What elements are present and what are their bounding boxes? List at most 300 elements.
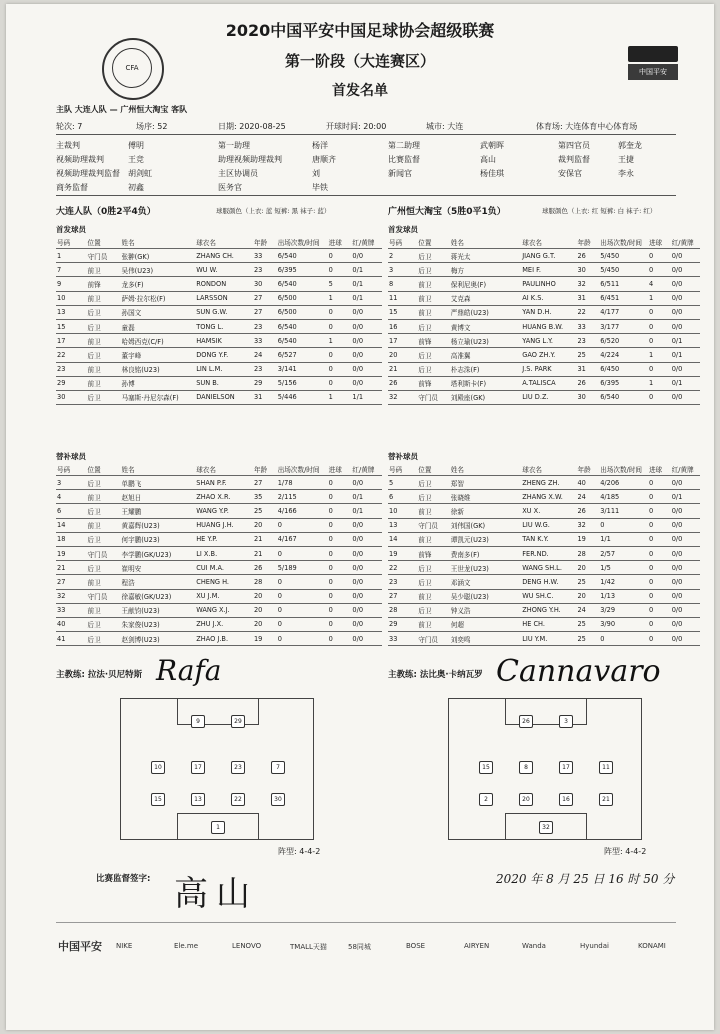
table-cell: 3/111 (599, 504, 648, 518)
table-cell: CHENG H. (195, 575, 253, 589)
sponsor-logo: TMALL天猫 (290, 943, 327, 951)
table-cell: 保利尼奥(F) (450, 277, 522, 291)
table-cell: 萨姆·拉尔松(F) (121, 291, 196, 305)
column-header: 姓名 (121, 236, 196, 249)
table-cell: 王耀鹏 (121, 504, 196, 518)
player-shirt-icon: 23 (231, 761, 245, 774)
home-formation: 阵型: 4-4-2 (278, 847, 321, 856)
table-cell: 26 (576, 504, 599, 518)
table-cell: 前卫 (87, 362, 121, 376)
table-cell: 0 (328, 589, 352, 603)
table-cell: HUANG B.W. (521, 319, 576, 333)
sponsor-logo: LENOVO (232, 942, 262, 950)
player-shirt-icon: 8 (519, 761, 533, 774)
table-cell: DONG Y.F. (195, 348, 253, 362)
table-cell: TONG L. (195, 319, 253, 333)
table-cell: 0 (648, 334, 671, 348)
table-cell: ZHAO X.R. (195, 490, 253, 504)
table-cell: 0/0 (671, 632, 700, 646)
column-header: 出场次数/时间 (277, 236, 328, 249)
table-cell: 0/1 (351, 277, 382, 291)
official-role: 新闻官 (388, 169, 412, 178)
table-cell: 24 (576, 490, 599, 504)
table-cell: 19 (56, 546, 87, 560)
home-subs-label: 替补球员 (56, 452, 86, 461)
table-cell: 前卫 (87, 490, 121, 504)
column-header: 球衣名 (195, 463, 253, 476)
table-cell: 后卫 (87, 617, 121, 631)
table-cell: 24 (253, 348, 277, 362)
kickoff: 开球时间: 20:00 (326, 122, 387, 131)
table-cell: 4/224 (599, 348, 648, 362)
match-date: 日期: 2020-08-25 (218, 122, 286, 131)
table-cell: 前卫 (87, 376, 121, 390)
table-cell: 32 (388, 390, 417, 404)
table-cell: 0 (328, 532, 352, 546)
table-cell: 吴伟(U23) (121, 263, 196, 277)
table-cell: 徐嘉敏(GK/U23) (121, 589, 196, 603)
table-cell: 6/520 (599, 334, 648, 348)
table-cell: 崔明安 (121, 561, 196, 575)
table-cell: 吴少聪(U23) (450, 589, 522, 603)
table-row (388, 490, 700, 504)
table-cell: 0 (328, 319, 352, 333)
column-header: 号码 (56, 236, 87, 249)
table-cell: 9 (56, 277, 87, 291)
table-cell: DANIELSON (195, 390, 253, 404)
sponsor-logo: 中国平安 (58, 940, 102, 953)
table-cell: 0/0 (671, 504, 700, 518)
sponsor-logo: AIRYEN (464, 942, 490, 950)
table-cell: 黄博文 (450, 319, 522, 333)
table-cell: 24 (576, 603, 599, 617)
table-cell: 6/511 (599, 277, 648, 291)
table-cell: 0 (648, 589, 671, 603)
table-cell: 20 (576, 561, 599, 575)
table-cell: 0/0 (351, 376, 382, 390)
table-cell: 20 (253, 589, 277, 603)
column-header: 姓名 (450, 236, 522, 249)
table-cell: 谭凯元(U23) (450, 532, 522, 546)
table-cell: LI X.B. (195, 546, 253, 560)
table-cell: 1/1 (599, 532, 648, 546)
table-row (56, 504, 382, 518)
table-cell: TAN K.Y. (521, 532, 576, 546)
table-cell: 26 (388, 376, 417, 390)
table-cell: 前卫 (87, 263, 121, 277)
table-row (56, 348, 382, 362)
table-cell: 后卫 (87, 476, 121, 490)
player-shirt-icon: 17 (559, 761, 573, 774)
table-cell: 0/0 (351, 603, 382, 617)
table-cell: 33 (576, 319, 599, 333)
table-cell: 11 (388, 291, 417, 305)
official-name: 傅明 (128, 141, 144, 150)
table-cell: LIN L.M. (195, 362, 253, 376)
official-role: 商务监督 (56, 183, 88, 192)
official-name: 唐顺齐 (312, 155, 336, 164)
sponsor-logo: Hyundai (580, 942, 609, 950)
table-row (388, 263, 700, 277)
table-cell: 1 (328, 291, 352, 305)
table-row (388, 617, 700, 631)
table-row (56, 603, 382, 617)
table-cell: 2/57 (599, 546, 648, 560)
table-cell: 0/0 (351, 362, 382, 376)
table-cell: 30 (576, 390, 599, 404)
table-row (56, 589, 382, 603)
table-cell: 5/189 (277, 561, 328, 575)
table-cell: LARSSON (195, 291, 253, 305)
column-header: 球衣名 (521, 236, 576, 249)
home-coach-label: 主教练: (56, 670, 85, 680)
table-cell: 0/0 (671, 589, 700, 603)
sponsor-logo: BOSE (406, 942, 426, 950)
table-cell: 0 (648, 575, 671, 589)
table-cell: 前卫 (417, 504, 449, 518)
table-cell: 23 (253, 319, 277, 333)
official-role: 第一助理 (218, 141, 250, 150)
table-cell: 0 (648, 390, 671, 404)
table-cell: 22 (576, 305, 599, 319)
table-cell: 0 (599, 632, 648, 646)
table-cell: 守门员 (417, 632, 449, 646)
table-cell: 0 (648, 603, 671, 617)
table-cell: 守门员 (87, 546, 121, 560)
table-cell: 0/0 (351, 476, 382, 490)
player-shirt-icon: 17 (191, 761, 205, 774)
column-header: 进球 (328, 463, 352, 476)
table-cell: 0/0 (671, 617, 700, 631)
table-cell: 1 (648, 291, 671, 305)
table-cell: 1/78 (277, 476, 328, 490)
header-row (56, 236, 382, 249)
column-header: 进球 (328, 236, 352, 249)
table-cell: 0 (277, 589, 328, 603)
table-cell: 0/0 (671, 518, 700, 532)
official-name: 毕铁 (312, 183, 328, 192)
column-header: 位置 (87, 463, 121, 476)
table-cell: 后卫 (87, 390, 121, 404)
table-cell: 守门员 (417, 390, 449, 404)
table-cell: 0 (648, 263, 671, 277)
official-name: 王竞 (128, 155, 144, 164)
table-cell: 前卫 (87, 575, 121, 589)
official-role: 视频助理裁判监督 (56, 169, 120, 178)
table-cell: 0/0 (671, 291, 700, 305)
official-role: 比赛监督 (388, 155, 420, 164)
table-cell: 23 (388, 575, 417, 589)
column-header: 出场次数/时间 (277, 463, 328, 476)
table-cell: 后卫 (417, 263, 449, 277)
table-cell: 0 (648, 249, 671, 263)
table-cell: 钟义浩 (450, 603, 522, 617)
table-cell: 何超 (450, 617, 522, 631)
official-name: 郭奎龙 (618, 141, 642, 150)
table-cell: 28 (388, 603, 417, 617)
away-formation: 阵型: 4-4-2 (604, 847, 647, 856)
table-row (56, 305, 382, 319)
table-cell: 0/0 (671, 249, 700, 263)
table-cell: 郑智 (450, 476, 522, 490)
table-row (388, 476, 700, 490)
table-cell: 严鼎皓(U23) (450, 305, 522, 319)
table-cell: 0 (277, 603, 328, 617)
table-cell: 20 (576, 589, 599, 603)
table-cell: 29 (56, 376, 87, 390)
table-cell: 高准翼 (450, 348, 522, 362)
official-name: 杨洋 (312, 141, 328, 150)
table-cell: 朴志洙(F) (450, 362, 522, 376)
table-cell: 0/0 (671, 575, 700, 589)
table-cell: 蒋光太 (450, 249, 522, 263)
table-row (56, 632, 382, 646)
column-header: 红/黄牌 (351, 463, 382, 476)
table-cell: 1 (328, 334, 352, 348)
table-cell: 27 (56, 575, 87, 589)
table-cell: 0 (648, 546, 671, 560)
header-row (388, 463, 700, 476)
table-cell: 0/0 (671, 603, 700, 617)
table-cell: 后卫 (87, 319, 121, 333)
table-cell: 0/1 (351, 263, 382, 277)
table-cell: 塔利斯卡(F) (450, 376, 522, 390)
table-cell: J.S. PARK (521, 362, 576, 376)
table-cell: 1/42 (599, 575, 648, 589)
table-cell: 前锋 (87, 277, 121, 291)
column-header: 位置 (417, 463, 449, 476)
table-cell: 13 (388, 518, 417, 532)
table-row (388, 632, 700, 646)
table-cell: 0 (648, 632, 671, 646)
table-cell: 0 (328, 603, 352, 617)
table-row (56, 518, 382, 532)
table-cell: 3/141 (277, 362, 328, 376)
column-header: 年龄 (253, 236, 277, 249)
table-cell: 6/451 (599, 291, 648, 305)
table-cell: 邓涵文 (450, 575, 522, 589)
table-cell: 35 (253, 490, 277, 504)
table-cell: LIU W.G. (521, 518, 576, 532)
table-cell: 0/0 (351, 532, 382, 546)
table-cell: 8 (388, 277, 417, 291)
player-shirt-icon: 20 (519, 793, 533, 806)
table-cell: 0 (328, 504, 352, 518)
away-subs-table (388, 463, 700, 646)
table-cell: 程浩 (121, 575, 196, 589)
table-cell: 25 (576, 348, 599, 362)
header-row (56, 463, 382, 476)
table-cell: 后卫 (417, 362, 449, 376)
table-cell: 后卫 (87, 532, 121, 546)
table-cell: 0 (648, 305, 671, 319)
table-cell: 1/5 (599, 561, 648, 575)
table-row (56, 617, 382, 631)
table-cell: 6/450 (599, 362, 648, 376)
table-cell: 王世龙(U23) (450, 561, 522, 575)
table-row (388, 334, 700, 348)
table-cell: 33 (253, 249, 277, 263)
table-cell: 守门员 (417, 518, 449, 532)
table-row (388, 291, 700, 305)
table-cell: 杨立瑜(U23) (450, 334, 522, 348)
official-name: 杨佳琪 (480, 169, 504, 178)
table-cell: HE CH. (521, 617, 576, 631)
table-cell: 3/90 (599, 617, 648, 631)
table-cell: 5 (388, 476, 417, 490)
table-cell: 20 (253, 518, 277, 532)
column-header: 红/黄牌 (671, 236, 700, 249)
table-cell: 3 (56, 476, 87, 490)
table-cell: LIU Y.M. (521, 632, 576, 646)
table-cell: 19 (576, 532, 599, 546)
table-cell: 费南多(F) (450, 546, 522, 560)
table-cell: 0 (328, 561, 352, 575)
table-cell: 前卫 (417, 277, 449, 291)
table-cell: HUANG J.H. (195, 518, 253, 532)
table-cell: 后卫 (417, 561, 449, 575)
table-cell: SUN B. (195, 376, 253, 390)
table-cell: 2/115 (277, 490, 328, 504)
table-cell: ZHAO J.B. (195, 632, 253, 646)
away-subs-label: 替补球员 (388, 452, 418, 461)
home-kit: 球服颜色（上衣: 蓝 短裤: 黑 袜子: 蓝） (216, 207, 331, 215)
official-name: 高山 (480, 155, 496, 164)
column-header: 姓名 (450, 463, 522, 476)
sponsor-logo: Wanda (522, 942, 546, 950)
table-cell: 0 (648, 518, 671, 532)
table-cell: 40 (576, 476, 599, 490)
table-cell: YANG L.Y. (521, 334, 576, 348)
table-cell: 哈姆西克(C/F) (121, 334, 196, 348)
table-cell: 23 (56, 362, 87, 376)
table-cell: 0/0 (671, 476, 700, 490)
table-cell: 0/0 (351, 561, 382, 575)
away-kit: 球服颜色（上衣: 红 短裤: 白 袜子: 红） (542, 207, 657, 215)
table-row (388, 504, 700, 518)
table-cell: 后卫 (87, 561, 121, 575)
table-cell: 后卫 (417, 476, 449, 490)
table-cell: 前卫 (87, 603, 121, 617)
table-cell: 26 (576, 376, 599, 390)
sponsor-logo: KONAMI (638, 942, 666, 950)
column-header: 进球 (648, 236, 671, 249)
table-cell: 徐新 (450, 504, 522, 518)
column-header: 红/黄牌 (671, 463, 700, 476)
table-cell: 10 (56, 291, 87, 305)
field-no: 场序: 52 (136, 122, 168, 131)
table-cell: 4 (648, 277, 671, 291)
table-cell: ZHU J.X. (195, 617, 253, 631)
table-cell: 后卫 (87, 632, 121, 646)
table-cell: 0 (328, 575, 352, 589)
table-cell: 黄嘉辉(U23) (121, 518, 196, 532)
sponsor-logo: Ele.me (174, 942, 199, 950)
table-cell: 22 (388, 561, 417, 575)
table-cell: ZHANG CH. (195, 249, 253, 263)
away-coach-signature: Cannavaro (496, 654, 661, 689)
table-cell: 刘伟国(GK) (450, 518, 522, 532)
table-cell: 0/0 (351, 575, 382, 589)
table-cell: 张翀(GK) (121, 249, 196, 263)
table-cell: 前锋 (417, 334, 449, 348)
table-cell: 1 (648, 376, 671, 390)
supervisor-signature: 高山 (174, 874, 258, 914)
table-cell: 朱家俊(U23) (121, 617, 196, 631)
table-cell: 5/446 (277, 390, 328, 404)
table-cell: LIU D.Z. (521, 390, 576, 404)
table-cell: 6/395 (277, 263, 328, 277)
lineup-sheet (6, 4, 714, 1030)
table-cell: ZHONG Y.H. (521, 603, 576, 617)
home-formation-pitch (120, 698, 314, 840)
table-cell: 后卫 (417, 575, 449, 589)
table-cell: 0/0 (351, 546, 382, 560)
table-cell: ZHANG X.W. (521, 490, 576, 504)
table-cell: 1 (648, 348, 671, 362)
table-row (388, 546, 700, 560)
table-row (56, 575, 382, 589)
table-cell: 6/540 (277, 249, 328, 263)
player-shirt-icon: 2 (479, 793, 493, 806)
table-cell: 4/185 (599, 490, 648, 504)
table-cell: 6 (56, 504, 87, 518)
table-row (56, 263, 382, 277)
table-row (388, 561, 700, 575)
player-shirt-icon: 13 (191, 793, 205, 806)
table-row (388, 376, 700, 390)
table-cell: 26 (576, 249, 599, 263)
home-coach-signature: Rafa (156, 654, 222, 687)
table-cell: 0/1 (671, 490, 700, 504)
table-cell: 孙博 (121, 376, 196, 390)
table-row (56, 362, 382, 376)
table-cell: DENG H.W. (521, 575, 576, 589)
table-cell: 4/167 (277, 532, 328, 546)
table-row (388, 390, 700, 404)
table-cell: RONDON (195, 277, 253, 291)
table-cell: 40 (56, 617, 87, 631)
table-cell: 29 (388, 617, 417, 631)
table-cell: 20 (253, 617, 277, 631)
signing-datetime: 2020 年 8 月 25 日 16 时 50 分 (496, 872, 675, 886)
table-cell: 0/0 (671, 390, 700, 404)
table-cell: 20 (253, 603, 277, 617)
table-cell: 25 (576, 632, 599, 646)
table-cell: 前锋 (417, 376, 449, 390)
table-cell: 0/1 (351, 291, 382, 305)
official-role: 视频助理裁判 (56, 155, 104, 164)
table-cell: 6/540 (277, 334, 328, 348)
table-cell: 0 (328, 263, 352, 277)
player-shirt-icon: 29 (231, 715, 245, 728)
table-cell: FER.ND. (521, 546, 576, 560)
sponsor-logo: 58同城 (348, 943, 371, 951)
league-title: 2020中国平安中国足球协会超级联赛 (225, 21, 495, 40)
table-row (388, 575, 700, 589)
table-cell: 0 (648, 532, 671, 546)
official-name: 胡剑虹 (128, 169, 152, 178)
table-cell: WANG SH.L. (521, 561, 576, 575)
table-cell: WANG X.J. (195, 603, 253, 617)
cfa-logo-text: CFA (112, 48, 152, 88)
table-cell: 6/540 (277, 277, 328, 291)
column-header: 号码 (56, 463, 87, 476)
table-cell: 31 (253, 390, 277, 404)
column-header: 红/黄牌 (351, 236, 382, 249)
player-shirt-icon: 7 (271, 761, 285, 774)
table-cell: PAULINHO (521, 277, 576, 291)
